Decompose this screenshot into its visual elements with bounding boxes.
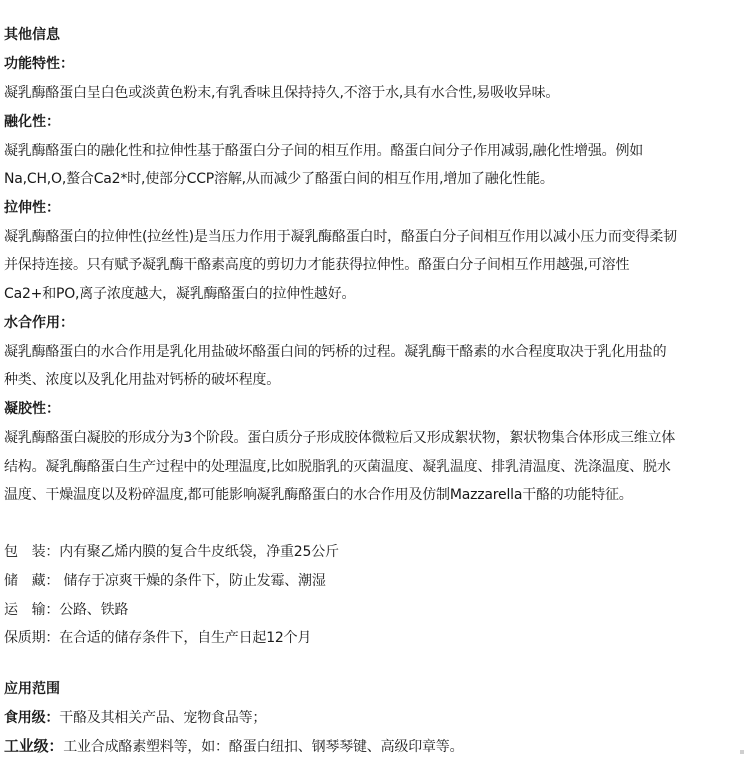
hydration-heading: 水合作用： (4, 315, 74, 331)
food-grade-text: 干酪及其相关产品、宠物食品等； (59, 710, 267, 726)
food-grade-line (4, 709, 266, 727)
stretch-heading: 拉伸性： (4, 200, 60, 216)
hydration-text-line: 种类、浓度以及乳化用盐对钙桥的破坏程度。 (4, 372, 280, 388)
melt-heading: 融化性： (4, 114, 60, 130)
application-title: 应用范围 (4, 681, 60, 697)
stretch-text-line: 凝乳酶酪蛋白的拉伸性(拉丝性)是当压力作用于凝乳酶酪蛋白时，酪蛋白分子间相互作用以减小压力而变得柔韧 (4, 229, 677, 245)
transport-line: 运 输：公路、铁路 (4, 602, 129, 618)
gel-text-line: 凝乳酶酪蛋白凝胶的形成分为3个阶段。蛋白质分子形成胶体微粒后又形成絮状物，絮状物集合体形成三维立体 (4, 430, 676, 446)
packaging-line: 包 装：内有聚乙烯内膜的复合牛皮纸袋，净重25公斤 (4, 544, 339, 560)
gel-text-line: 温度、干燥温度以及粉碎温度,都可能影响凝乳酶酪蛋白的水合作用及仿制Mazzarella干酪的功能特征。 (4, 487, 633, 503)
gel-heading: 凝胶性： (4, 401, 60, 417)
function-text-line: 凝乳酶酪蛋白呈白色或淡黄色粉末,有乳香味且保持持久,不溶于水,具有水合性,易吸收异味。 (4, 85, 560, 101)
industrial-grade-text: 工业合成酪素塑料等，如：酪蛋白纽扣、钢琴琴键、高级印章等。 (63, 739, 464, 755)
food-grade-label: 食用级： (4, 710, 60, 726)
gel-text-line: 结构。凝乳酶酪蛋白生产过程中的处理温度,比如脱脂乳的灭菌温度、凝乳温度、排乳清温度、洗涤温度、脱水 (4, 459, 671, 475)
stretch-text-line: Ca2+和PO,离子浓度越大，凝乳酶酪蛋白的拉伸性越好。 (4, 286, 356, 302)
industrial-grade-line (4, 737, 463, 756)
storage-line: 储 藏： 储存于凉爽干燥的条件下，防止发霉、潮湿 (4, 573, 326, 589)
hydration-text-line: 凝乳酶酪蛋白的水合作用是乳化用盐破坏酪蛋白间的钙桥的过程。凝乳酶干酪素的水合程度取决于乳化用盐的 (4, 344, 667, 360)
page-title: 其他信息 (4, 27, 60, 43)
melt-text-line: 凝乳酶酪蛋白的融化性和拉伸性基于酪蛋白分子间的相互作用。酪蛋白间分子作用减弱,融化性增强。例如 (4, 143, 644, 159)
melt-text-line: Na,CH,O,螯合Ca2*时,使部分CCP溶解,从而减少了酪蛋白间的相互作用,增加了融化性能。 (4, 171, 554, 187)
stretch-text-line: 并保持连接。只有赋予凝乳酶干酪素高度的剪切力才能获得拉伸性。酪蛋白分子间相互作用越强,可溶性 (4, 257, 630, 273)
corner-mark (740, 750, 744, 754)
shelf-life-line: 保质期：在合适的储存条件下，自生产日起12个月 (4, 630, 312, 646)
function-heading: 功能特性： (4, 56, 74, 72)
industrial-grade-label: 工业级： (4, 737, 64, 755)
